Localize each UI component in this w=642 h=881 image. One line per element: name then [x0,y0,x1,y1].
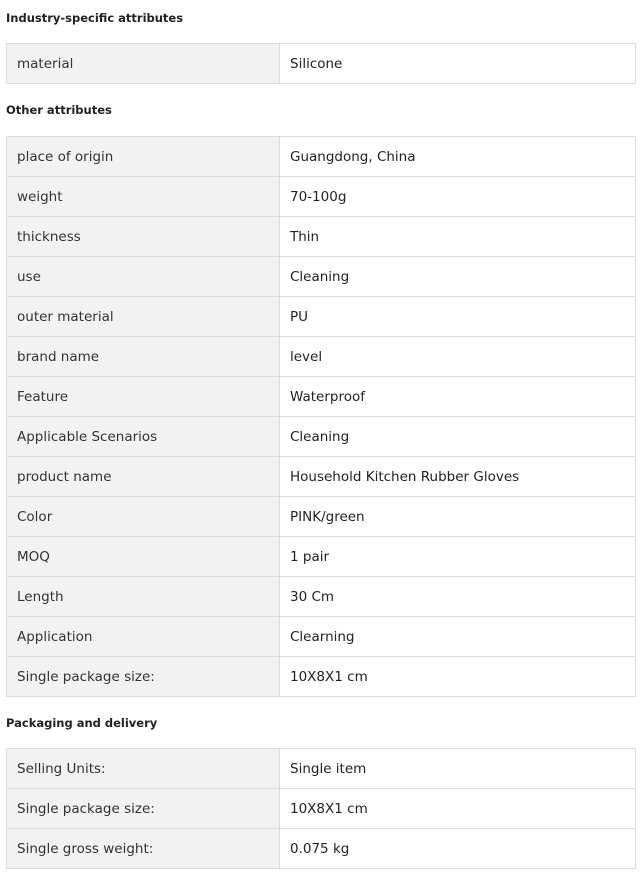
attribute-value: Thin [280,217,636,257]
attribute-name: Single package size: [7,789,280,829]
table-row [7,217,636,257]
attribute-value: Household Kitchen Rubber Gloves [280,457,636,497]
attribute-name: Length [7,577,280,617]
attribute-value: 10X8X1 cm [280,789,636,829]
table-row [7,137,636,177]
attribute-value: 70-100g [280,177,636,217]
attribute-name: Single package size: [7,657,280,697]
table-row [7,749,636,789]
attribute-name: Application [7,617,280,657]
attribute-name: weight [7,177,280,217]
attribute-name: brand name [7,337,280,377]
attribute-name: Feature [7,377,280,417]
attribute-name: Single gross weight: [7,829,280,869]
table-row [7,377,636,417]
attribute-name: Applicable Scenarios [7,417,280,457]
attribute-name: MOQ [7,537,280,577]
attribute-value: Cleaning [280,257,636,297]
attribute-value: Waterproof [280,377,636,417]
section-title: Industry-specific attributes [6,11,184,25]
attribute-value: 10X8X1 cm [280,657,636,697]
table-row [7,297,636,337]
table-row [7,457,636,497]
attribute-name: material [7,44,280,84]
table-row [7,829,636,869]
attribute-name: product name [7,457,280,497]
attribute-name: outer material [7,297,280,337]
attribute-value: PU [280,297,636,337]
attribute-value: Silicone [280,44,636,84]
table-row [7,497,636,537]
attribute-name: Selling Units: [7,749,280,789]
table-row [7,337,636,377]
attribute-value: PINK/green [280,497,636,537]
attribute-value: Cleaning [280,417,636,457]
attribute-value: level [280,337,636,377]
table-row [7,257,636,297]
table-row [7,44,636,84]
attributes-table [6,43,636,84]
attribute-name: use [7,257,280,297]
section-title: Packaging and delivery [6,716,158,730]
table-row [7,577,636,617]
attribute-value: 1 pair [280,537,636,577]
attribute-value: Clearning [280,617,636,657]
attribute-value: Single item [280,749,636,789]
attributes-table [6,136,636,697]
attribute-value: Guangdong, China [280,137,636,177]
attribute-value: 30 Cm [280,577,636,617]
attribute-name: place of origin [7,137,280,177]
table-row [7,177,636,217]
packaging-and-delivery-section [6,697,636,869]
table-row [7,537,636,577]
attributes-table [6,748,636,869]
industry-specific-attributes-section [6,0,636,84]
attribute-name: thickness [7,217,280,257]
table-row [7,657,636,697]
attribute-value: 0.075 kg [280,829,636,869]
section-title: Other attributes [6,103,112,117]
attribute-name: Color [7,497,280,537]
table-row [7,617,636,657]
table-row [7,417,636,457]
other-attributes-section [6,84,636,697]
table-row [7,789,636,829]
